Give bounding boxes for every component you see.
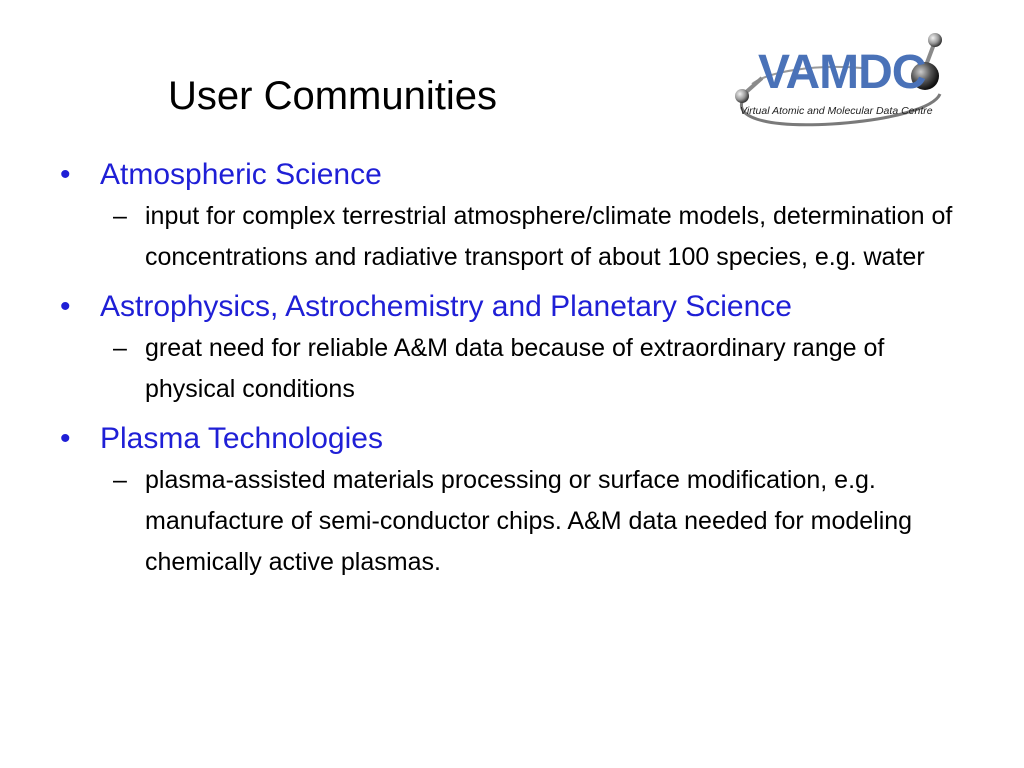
sub-point-text: input for complex terrestrial atmosphere/climate models, determination of concentrations and radiative transport of about 100 species, e.g. water	[145, 202, 953, 271]
slide-title: User Communities	[168, 74, 497, 118]
sub-point-plasma	[113, 460, 975, 583]
vamdc-logo-graphic	[722, 24, 954, 142]
bullet-dot: •	[60, 422, 71, 455]
bullet-heading: Atmospheric Science	[100, 158, 382, 191]
bullet-dot: •	[60, 290, 71, 323]
logo-wordmark: VAMDC	[758, 46, 926, 99]
bullet-heading: Plasma Technologies	[100, 422, 383, 455]
sub-point-text: plasma-assisted materials processing or surface modification, e.g. manufacture of semi-conductor chips. A&M data needed for modeling chemically active plasmas.	[145, 466, 913, 576]
logo-subtitle: Virtual Atomic and Molecular Data Centre	[740, 105, 933, 117]
bullet-dot: •	[60, 158, 71, 191]
dash-marker: –	[113, 202, 127, 230]
sub-point-text: great need for reliable A&M data because of extraordinary range of physical conditions	[145, 334, 885, 403]
bullet-plasma-technologies	[58, 418, 988, 460]
bullet-heading: Astrophysics, Astrochemistry and Planetary Science	[100, 290, 792, 323]
sub-point-astrophysics	[113, 328, 975, 410]
dash-marker: –	[113, 334, 127, 362]
dash-marker: –	[113, 466, 127, 494]
bullet-astrophysics	[58, 286, 988, 328]
sub-point-atmospheric	[113, 196, 975, 278]
slide-content	[58, 154, 988, 583]
vamdc-logo	[722, 24, 954, 142]
bullet-atmospheric-science	[58, 154, 988, 196]
